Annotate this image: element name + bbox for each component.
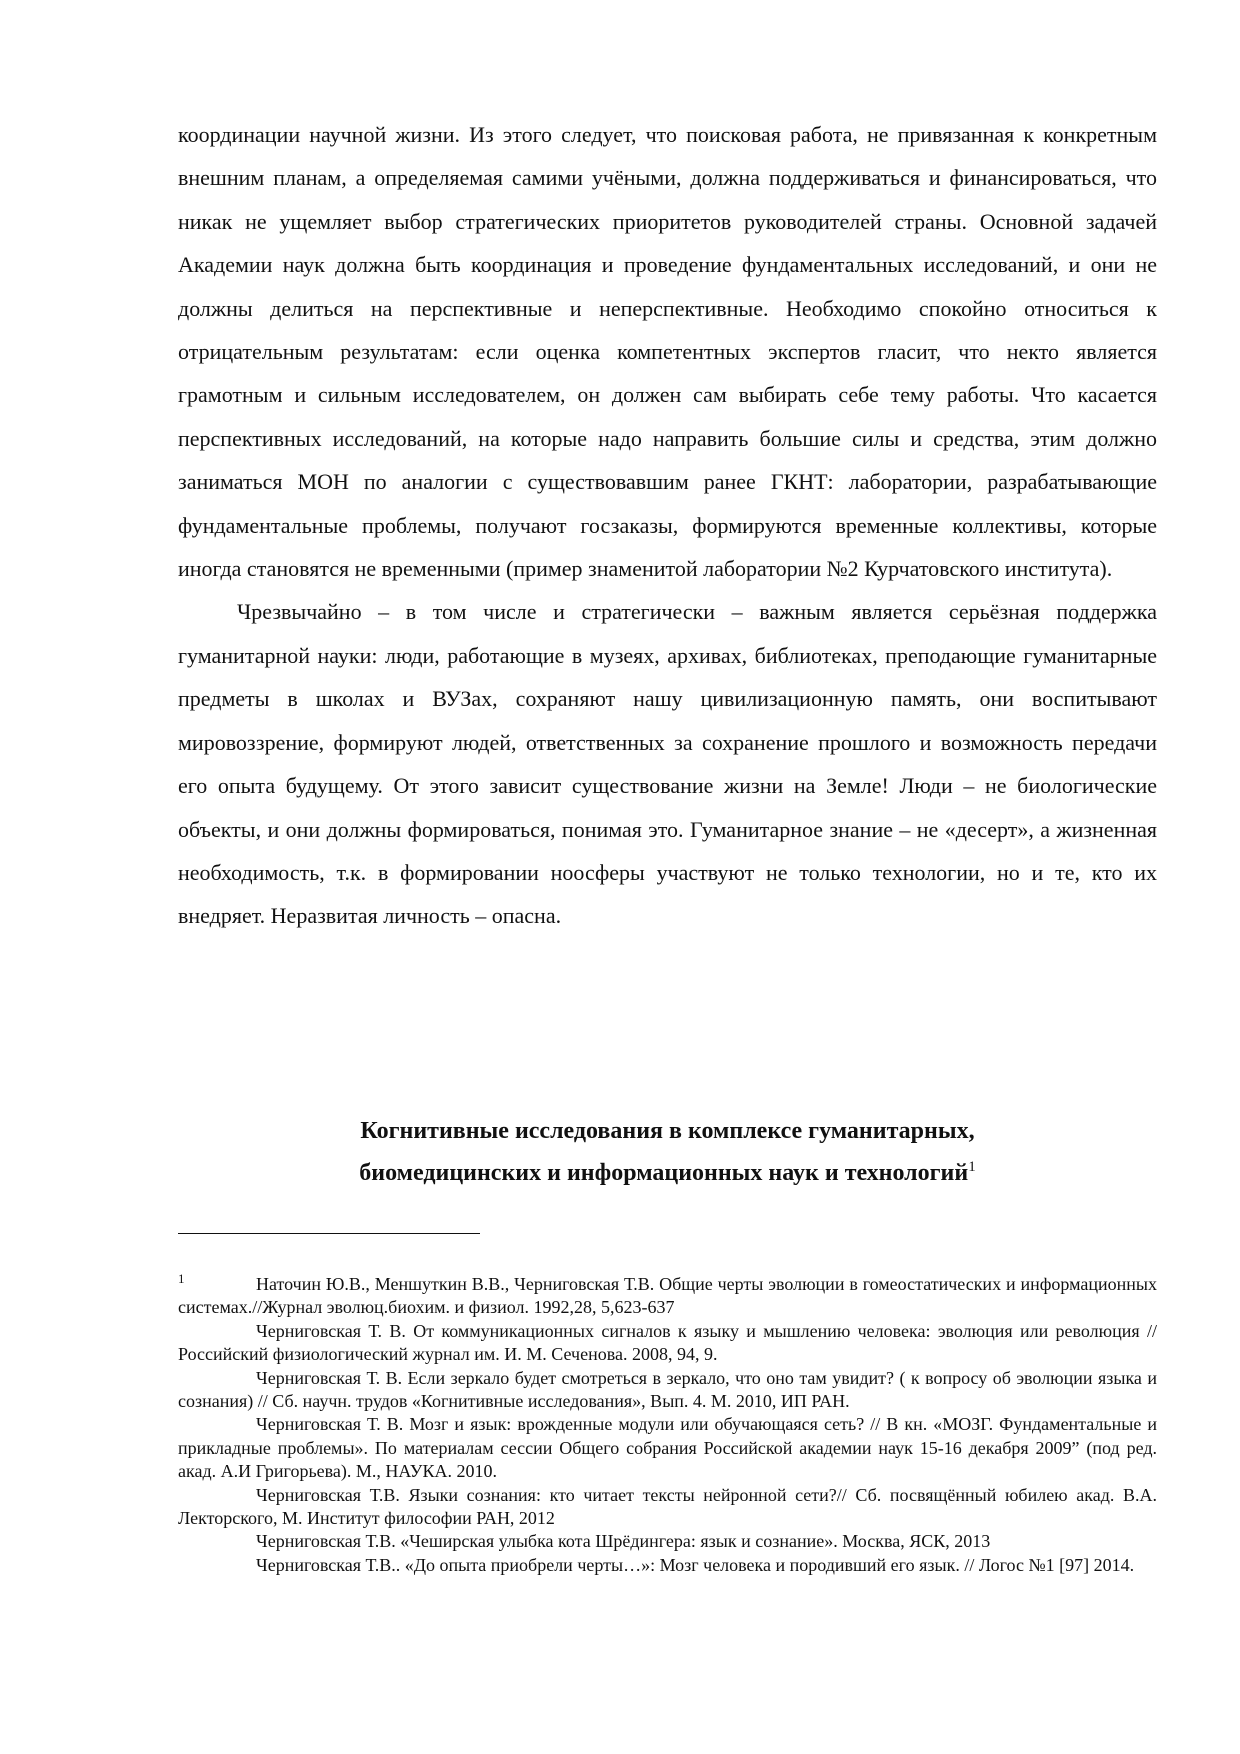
section-heading	[178, 1110, 1157, 1194]
footnote-entry: Черниговская Т. В. Мозг и язык: врожденные модули или обучающаяся сеть? // В кн. «МОЗГ. Фундаментальные и прикладные проблемы». По материалам сессии Общего собрания Российской академии наук 15-16 декабря 2009” (под ред. акад. А.И Григорьева). М., НАУКА. 2010.	[178, 1414, 1157, 1482]
body-text	[178, 113, 1157, 938]
footnotes	[178, 1273, 1157, 1577]
footnote-entry: Черниговская Т.В. «Чеширская улыбка кота Шрёдингера: язык и сознание». Москва, ЯСК, 2013	[256, 1531, 991, 1552]
paragraph: Чрезвычайно – в том числе и стратегически – важным является серьёзная поддержка гуманитарной науки: люди, работающие в музеях, архивах, библиотеках, преподающие гуманитарные предметы в школах и ВУЗах, сохраняют нашу цивилизационную память, они воспитывают мировоззрение, формируют людей, ответственных за сохранение прошлого и возможность передачи его опыта будущему. От этого зависит существование жизни на Земле! Люди – не биологические объекты, и они должны формироваться, понимая это. Гуманитарное знание – не «десерт», а жизненная необходимость, т.к. в формировании ноосферы участвуют не только технологии, но и те, кто их внедряет. Неразвитая личность – опасна.	[178, 599, 1157, 929]
section-heading-line	[178, 1152, 1157, 1194]
section-heading-text: биомедицинских и информационных наук и технологий	[359, 1160, 969, 1186]
footnote-text: Наточин Ю.В., Меншуткин В.В., Черниговская Т.В. Общие черты эволюции в гомеостатических и информационных системах.//Журнал эволюц.биохим. и физиол. 1992,28, 5,623-637	[178, 1274, 1157, 1318]
footnote-entry: Черниговская Т. В. Если зеркало будет смотреться в зеркало, что оно там увидит? ( к вопросу об эволюции языка и сознания) // Сб. научн. трудов «Когнитивные исследования», Вып. 4. М. 2010, ИП РАН.	[178, 1367, 1157, 1412]
footnote-entry: Черниговская Т.В. Языки сознания: кто читает тексты нейронной сети?// Сб. посвящённый юбилею акад. В.А. Лекторского, М. Институт философии РАН, 2012	[178, 1484, 1157, 1529]
footnote-entry: Черниговская Т. В. От коммуникационных сигналов к языку и мышлению человека: эволюция или революция // Российский физиологический журнал им. И. М. Сеченова. 2008, 94, 9.	[178, 1320, 1157, 1365]
footnote-reference[interactable]: 1	[968, 1159, 976, 1175]
footnote-entry: Черниговская Т.В.. «До опыта приобрели черты…»: Мозг человека и породивший его язык. // Логос №1 [97] 2014.	[256, 1554, 1135, 1575]
paragraph: координации научной жизни. Из этого следует, что поисковая работа, не привязанная к конкретным внешним планам, а определяемая самими учёными, должна поддерживаться и финансироваться, что никак не ущемляет выбор стратегических приоритетов руководителей страны. Основной задачей Академии наук должна быть координация и проведение фундаментальных исследований, и они не должны делиться на перспективные и неперспективные. Необходимо спокойно относиться к отрицательным результатам: если оценка компетентных экспертов гласит, что некто является грамотным и сильным исследователем, он должен сам выбирать себе тему работы. Что касается перспективных исследований, на которые надо направить большие силы и средства, этим должно заниматься МОН по аналогии с существовавшим ранее ГКНТ: лаборатории, разрабатывающие фундаментальные проблемы, получают госзаказы, формируются временные коллективы, которые иногда становятся не временными (пример знаменитой лаборатории №2 Курчатовского института).	[178, 122, 1157, 582]
section-heading-line: Когнитивные исследования в комплексе гуманитарных,	[360, 1118, 975, 1144]
footnote-entry: 1 Наточин Ю.В., Меншуткин В.В., Черниговская Т.В. Общие черты эволюции в гомеостатических и информационных системах.//Журнал эволюц.биохим. и физиол. 1992,28, 5,623-637	[178, 1271, 1157, 1318]
footnote-separator	[178, 1233, 480, 1234]
